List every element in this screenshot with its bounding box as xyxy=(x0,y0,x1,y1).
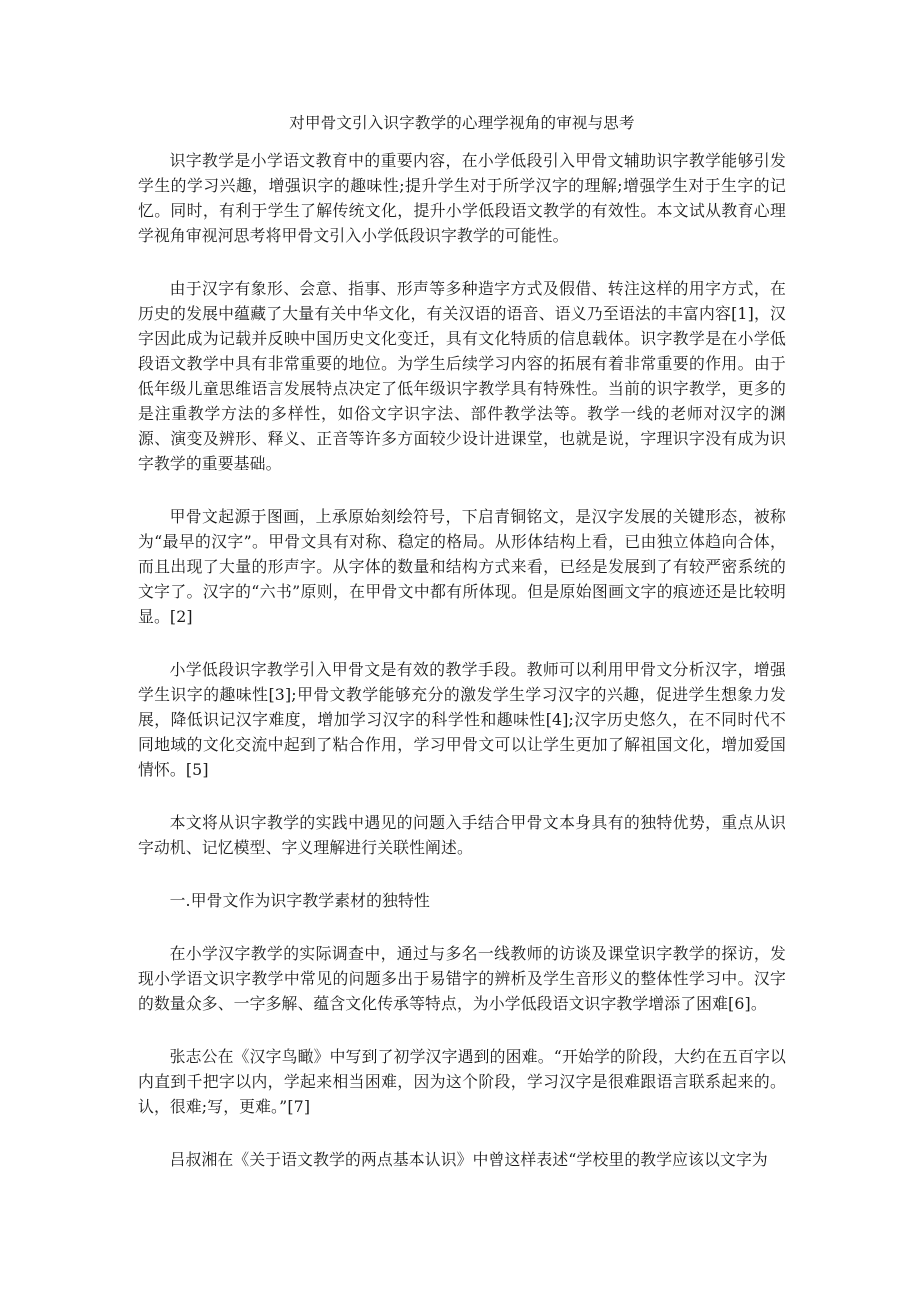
paragraph-survey: 在小学汉字教学的实际调查中，通过与多名一线教师的访谈及课堂识字教学的探访，发现小学语文识字教学中常见的问题多出于易错字的辨析及学生音形义的整体性学习中。汉字的数量众多、一字多解、蕴含文化传承等特点，为小学低段语文识字教学增添了困难[6]。 xyxy=(138,944,786,1013)
document-page xyxy=(138,110,786,1200)
paragraph-abstract: 识字教学是小学语文教育中的重要内容，在小学低段引入甲骨文辅助识字教学能够引发学生的学习兴趣，增强识字的趣味性;提升学生对于所学汉字的理解;增强学生对于生字的记忆。同时，有利于学生了解传统文化，提升小学低段语文教学的有效性。本文试从教育心理学视角审视河思考将甲骨文引入小学低段识字教学的可能性。 xyxy=(138,151,786,245)
paragraph-zhang-zhigong: 张志公在《汉字鸟瞰》中写到了初学汉字遇到的困难。“开始学的阶段，大约在五百字以内直到千把字以内，学起来相当困难，因为这个阶段，学习汉字是很难跟语言联系起来的。认，很难;写，更难。”[7] xyxy=(138,1047,786,1116)
section-heading: 一.甲骨文作为识字教学素材的独特性 xyxy=(169,891,430,910)
paragraph-lv-shuxiang: 吕叔湘在《关于语文教学的两点基本认识》中曾这样表述“学校里的教学应该以文字为 xyxy=(169,1150,768,1169)
paragraph-teaching-means: 小学低段识字教学引入甲骨文是有效的教学手段。教师可以利用甲骨文分析汉字，增强学生识字的趣味性[3];甲骨文教学能够充分的激发学生学习汉字的兴趣，促进学生想象力发展，降低识记汉字难度，增加学习汉字的科学性和趣味性[4];汉字历史悠久，在不同时代不同地域的文化交流中起到了粘合作用，学习甲骨文可以让学生更加了解祖国文化，增加爱国情怀。[5] xyxy=(138,660,786,779)
paragraph-intro: 由于汉字有象形、会意、指事、形声等多种造字方式及假借、转注这样的用字方式，在历史的发展中蕴藏了大量有关中华文化，有关汉语的语音、语义乃至语法的丰富内容[1]，汉字因此成为记载并反映中国历史文化变迁，具有文化特质的信息载体。识字教学是在小学低段语文教学中具有非常重要的地位。为学生后续学习内容的拓展有着非常重要的作用。由于低年级儿童思维语言发展特点决定了低年级识字教学具有特殊性。当前的识字教学，更多的是注重教学方法的多样性，如俗文字识字法、部件教学法等。教学一线的老师对汉字的渊源、演变及辨形、释义、正音等许多方面较少设计进课堂，也就是说，字理识字没有成为识字教学的重要基础。 xyxy=(138,279,786,473)
paragraph-scope: 本文将从识字教学的实践中遇见的问题入手结合甲骨文本身具有的独特优势，重点从识字动机、记忆模型、字义理解进行关联性阐述。 xyxy=(138,813,786,857)
document-title: 对甲骨文引入识字教学的心理学视角的审视与思考 xyxy=(289,114,635,132)
paragraph-oracle-origin: 甲骨文起源于图画，上承原始刻绘符号，下启青铜铭文，是汉字发展的关键形态，被称为“最早的汉字”。甲骨文具有对称、稳定的格局。从形体结构上看，已由独立体趋向合体，而且出现了大量的形声字。从字体的数量和结构方式来看，已经是发展到了有较严密系统的文字了。汉字的“六书”原则，在甲骨文中都有所体现。但是原始图画文字的痕迹还是比较明显。[2] xyxy=(138,507,786,626)
